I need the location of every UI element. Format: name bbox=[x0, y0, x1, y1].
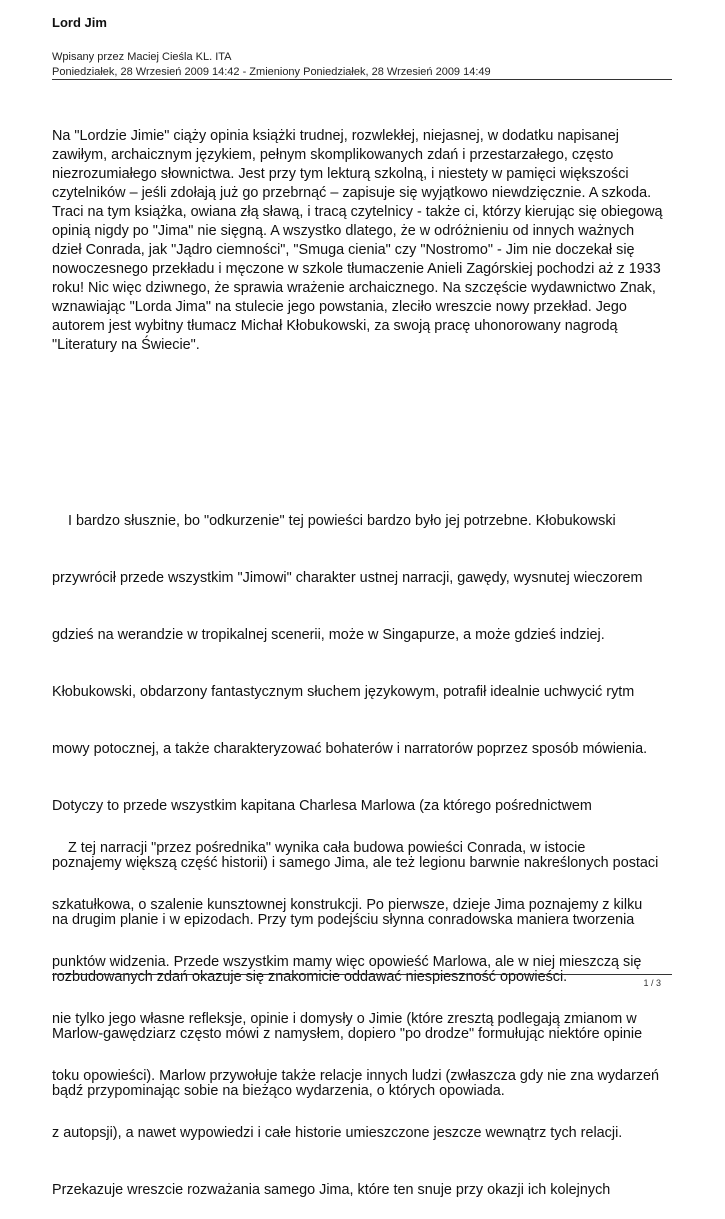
text-line: Traci na tym książka, owiana złą sławą, i tracą czytelnicy - także ci, którzy kierując się obiegową bbox=[52, 204, 663, 220]
text-line: bądź przypominając sobie na bieżąco wydarzenia, o których opowiada. bbox=[52, 1083, 505, 1099]
text-line: roku! Nic więc dziwnego, że sprawia wrażenie archaicznego. Na szczęście wydawnictwo Znak, bbox=[52, 280, 656, 296]
text-line: nie tylko jego własne refleksje, opinie i domysły o Jimie (które zresztą podlegają zmianom w bbox=[52, 1011, 637, 1027]
text-line: gdzieś na werandzie w tropikalnej scenerii, może w Singapurze, a może gdzieś indziej. bbox=[52, 627, 605, 643]
text-line: autorem jest wybitny tłumacz Michał Kłobukowski, za swoją pracę uhonorowany nagrodą bbox=[52, 318, 618, 334]
paragraph-1 bbox=[52, 127, 677, 355]
text-line: Na "Lordzie Jimie" ciąży opinia książki trudnej, rozwlekłej, niejasnej, w dodatku napisanej bbox=[52, 128, 619, 144]
paragraph-3 bbox=[52, 801, 677, 1219]
text-line: czytelników – jeśli zdołają już go przebrnąć – zapisuje się wyjątkowo niewdzięcznie. A szkoda. bbox=[52, 185, 652, 201]
text-line: I bardzo słusznie, bo "odkurzenie" tej powieści bardzo było jej potrzebne. Kłobukowski bbox=[52, 513, 616, 529]
text-line: nowoczesnego przekładu i męczone w szkole tłumaczenie Anieli Zagórskiej pochodzi aż z 1933 bbox=[52, 261, 661, 277]
text-line: opinią nigdy po "Jima" nie sięgną. A wszystko dlatego, że w odróżnieniu od innych ważnych bbox=[52, 223, 635, 239]
author-line: Wpisany przez Maciej Cieśla KL. ITA bbox=[52, 51, 232, 63]
page-header bbox=[52, 14, 672, 78]
page-number: 1 / 3 bbox=[643, 978, 661, 988]
text-line: zawiłym, archaicznym językiem, pełnym skomplikowanych zdań i przestarzałego, często bbox=[52, 147, 614, 163]
article-meta bbox=[52, 50, 672, 80]
text-line: na drugim planie i w epizodach. Przy tym podejściu słynna conradowska maniera tworzenia bbox=[52, 912, 635, 928]
text-line: z autopsji), a nawet wypowiedzi i całe historie umieszczone jeszcze wewnątrz tych relacji. bbox=[52, 1125, 623, 1141]
text-line: "Literatury na Świecie". bbox=[52, 337, 200, 353]
header-divider bbox=[52, 79, 672, 80]
text-line: punktów widzenia. Przede wszystkim mamy więc opowieść Marlowa, ale w niej mieszczą się bbox=[52, 954, 642, 970]
text-line: szkatułkowa, o szalenie kunsztownej konstrukcji. Po pierwsze, dzieje Jima poznajemy z kilku bbox=[52, 897, 643, 913]
text-line: Z tej narracji "przez pośrednika" wynika cała budowa powieści Conrada, w istocie bbox=[52, 840, 586, 856]
text-line: Dotyczy to przede wszystkim kapitana Charlesa Marlowa (za którego pośrednictwem bbox=[52, 798, 592, 814]
text-line: poznajemy większą część historii) i samego Jima, ale też legionu barwnie nakreślonych postaci bbox=[52, 855, 659, 871]
text-line: dzieł Conrada, jak "Jądro ciemności", "Smuga cienia" czy "Nostromo" - Jim nie doczekał się bbox=[52, 242, 635, 258]
text-line: wznawiając "Lorda Jima" na stulecie jego powstania, zleciło wreszcie nowy przekład. Jego bbox=[52, 299, 627, 315]
text-line: rozbudowanych zdań okazuje się znakomicie oddawać niespieszność opowieści. bbox=[52, 969, 568, 985]
text-line: Kłobukowski, obdarzony fantastycznym słuchem językowym, potrafił idealnie uchwycić rytm bbox=[52, 684, 635, 700]
text-line: Przekazuje wreszcie rozważania samego Jima, które ten snuje przy okazji ich kolejnych bbox=[52, 1182, 611, 1198]
text-line: Marlow-gawędziarz często mówi z namysłem, dopiero "po drodze" formułując niektóre opinie bbox=[52, 1026, 643, 1042]
date-line: Poniedziałek, 28 Wrzesień 2009 14:42 - Zmieniony Poniedziałek, 28 Wrzesień 2009 14:49 bbox=[52, 66, 491, 78]
text-line: mowy potocznej, a także charakteryzować bohaterów i narratorów poprzez sposób mówienia. bbox=[52, 741, 648, 757]
text-line: niezrozumiałego słownictwa. Jest przy tym lekturą szkolną, i niestety w pamięci większości bbox=[52, 166, 629, 182]
footer-divider bbox=[52, 974, 672, 975]
text-line: przywrócił przede wszystkim "Jimowi" charakter ustnej narracji, gawędy, wysnutej wieczorem bbox=[52, 570, 643, 586]
document-title: Lord Jim bbox=[52, 15, 107, 30]
text-line: toku opowieści). Marlow przywołuje także relacje innych ludzi (zwłaszcza gdy nie zna wydarzeń bbox=[52, 1068, 660, 1084]
